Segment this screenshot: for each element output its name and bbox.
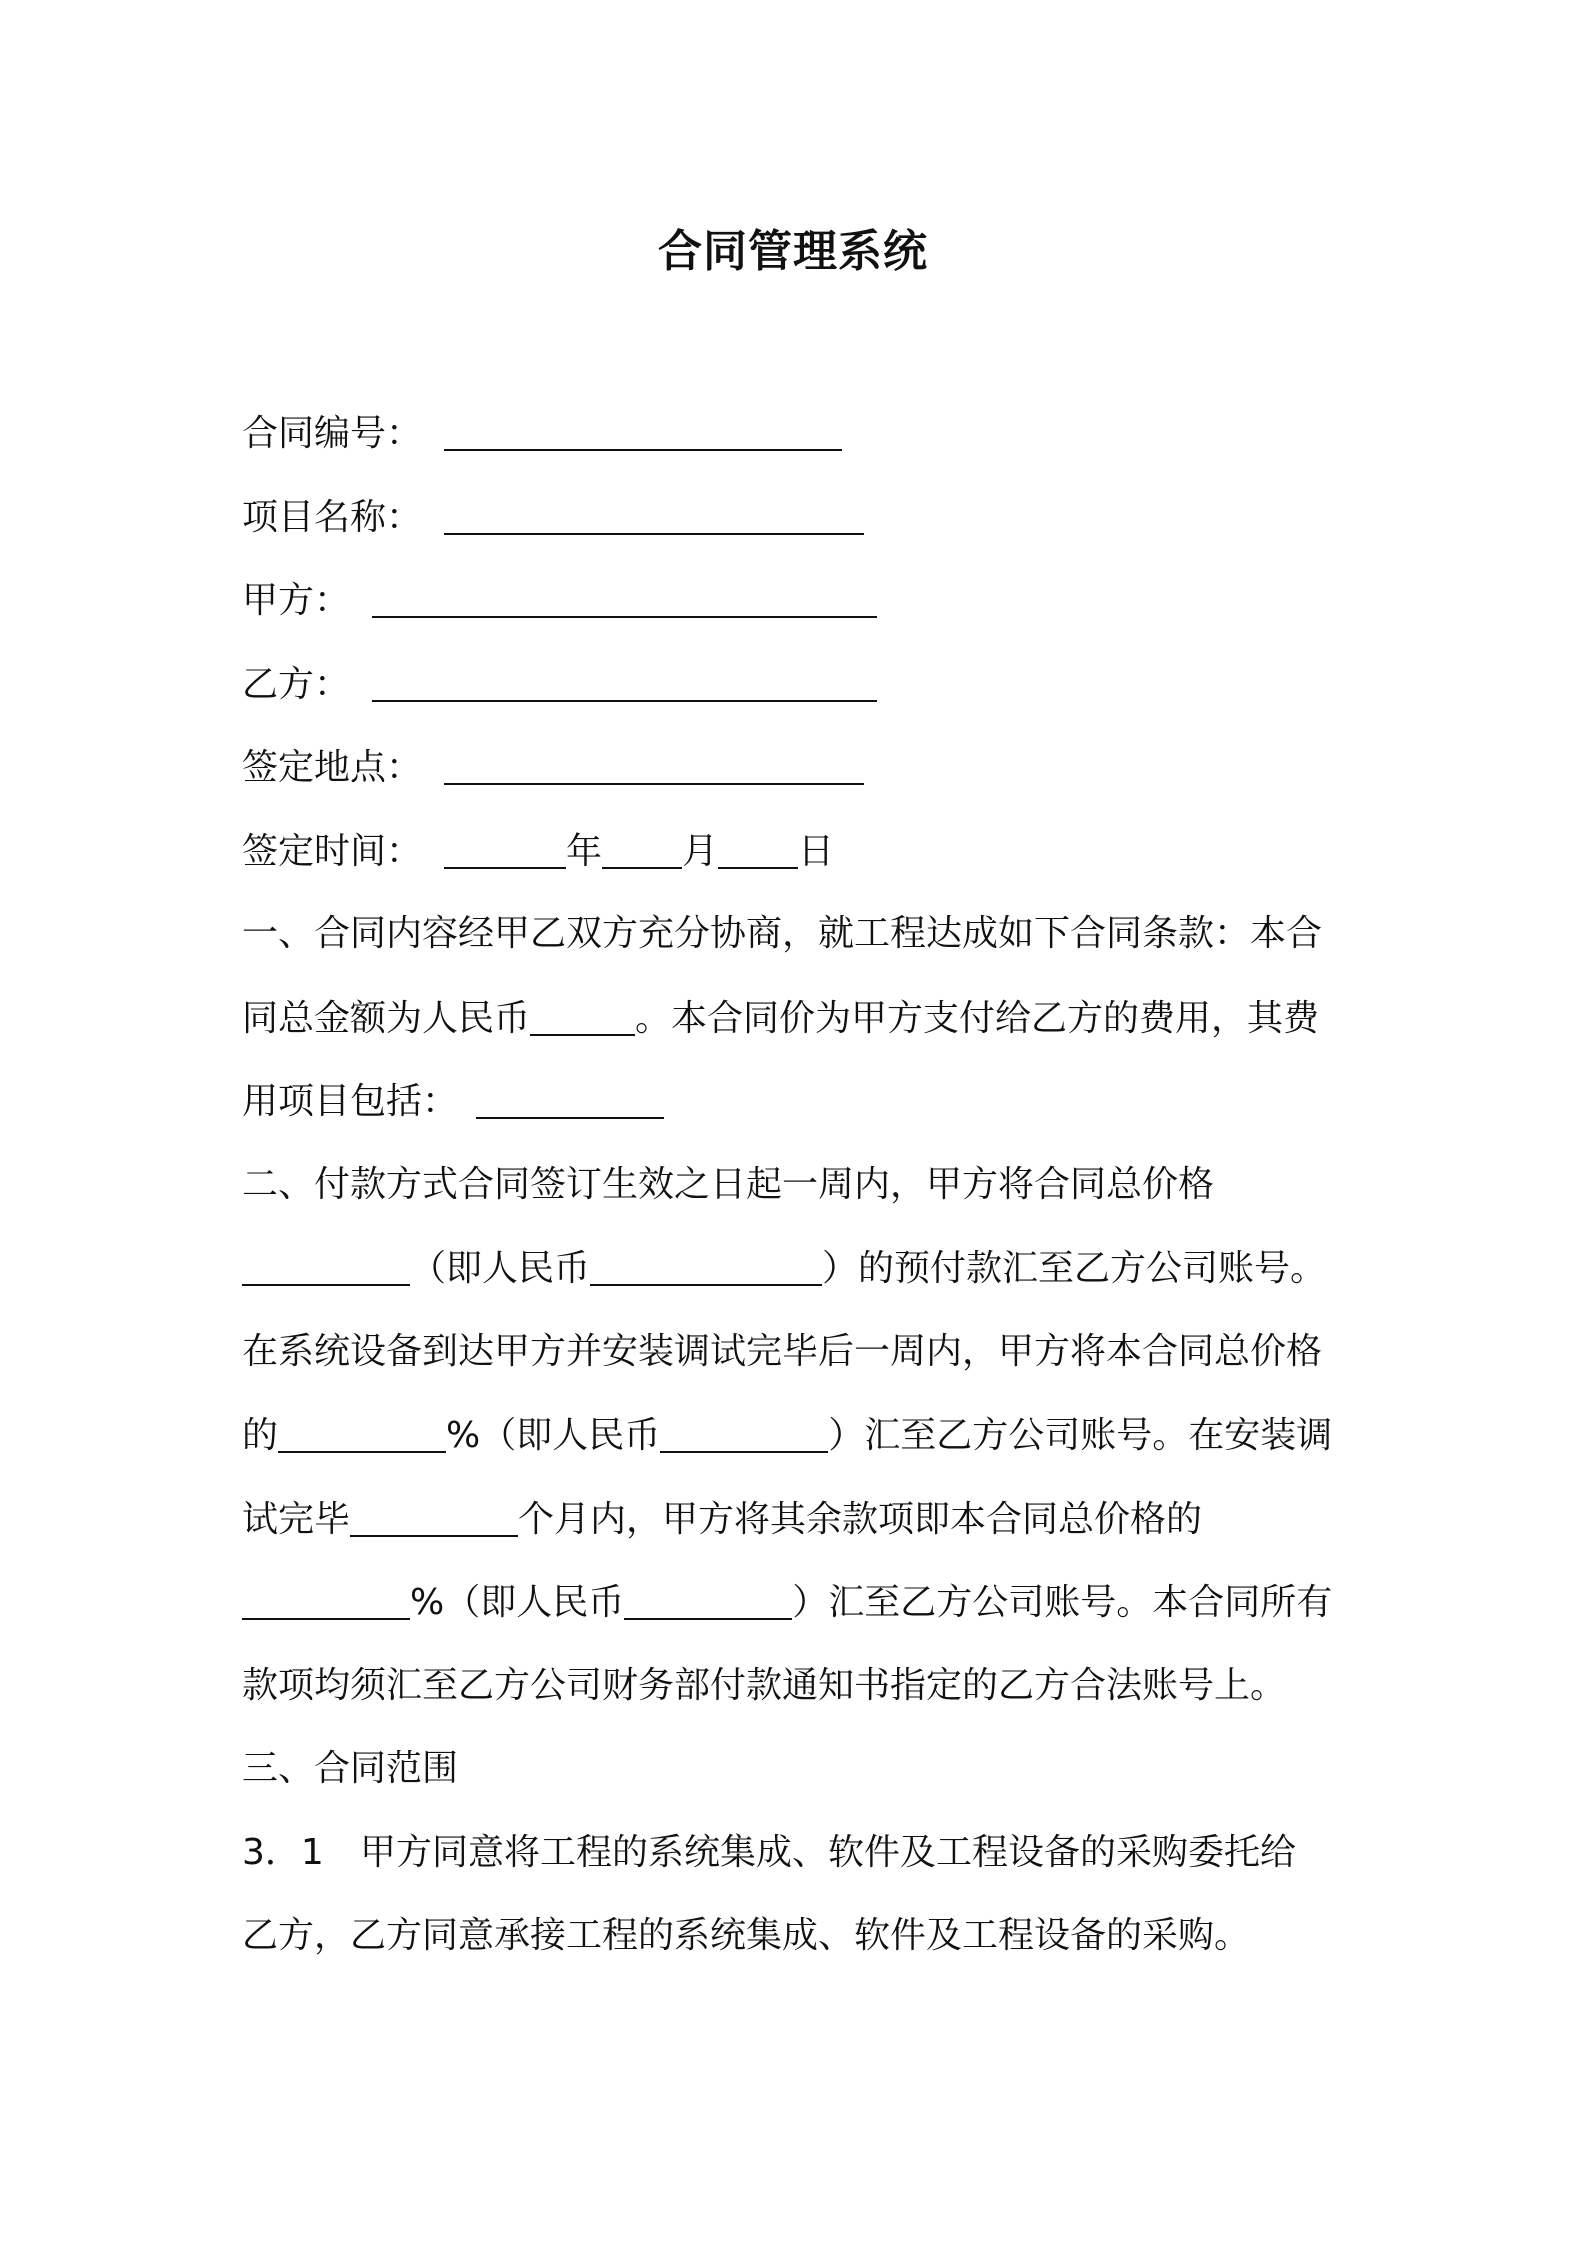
sign-place-row (242, 739, 1362, 823)
party-a-label: 甲方： (242, 580, 351, 621)
clause2-line1 (242, 1157, 1362, 1241)
install-rmb-blank (660, 1407, 828, 1453)
party-a-row (242, 572, 1362, 656)
clause3-item-line2 (242, 1908, 1362, 1992)
months-blank (350, 1491, 518, 1537)
balance-percent-blank (242, 1574, 410, 1620)
sign-time-label: 签定时间： (242, 830, 423, 872)
clause2-line1-text: 二、付款方式合同签订生效之日起一周内，甲方将合同总价格 (242, 1163, 1215, 1205)
clause2-line5-a: 试完毕 (242, 1498, 351, 1540)
install-percent-blank (278, 1407, 446, 1453)
clause2-line4 (242, 1407, 1362, 1491)
clause2-line3-text: 在系统设备到达甲方并安装调试完毕后一周内，甲方将本合同总价格 (242, 1330, 1323, 1372)
project-name-label: 项目名称： (242, 496, 423, 538)
year-blank (444, 823, 566, 869)
clause2-line2-a: （即人民币 (410, 1248, 591, 1289)
clause3-item-line1 (242, 1825, 1362, 1909)
clause2-line5-b: 个月内，甲方将其余款项即本合同总价格的 (518, 1498, 1203, 1540)
document-body (242, 405, 1362, 1992)
clause3-heading-row (242, 1741, 1362, 1825)
month-label: 月 (682, 830, 719, 872)
clause1-line3-text: 用项目包括： (242, 1081, 459, 1122)
clause3-item-line2-text: 乙方，乙方同意承接工程的系统集成、软件及工程设备的采购。 (242, 1915, 1251, 1956)
clause2-line2-b: ）的预付款汇至乙方公司账号。 (822, 1248, 1327, 1289)
total-amount-blank (530, 990, 635, 1036)
clause2-line3 (242, 1324, 1362, 1408)
clause2-line6-a: %（即人民币 (410, 1582, 625, 1623)
clause2-line2 (242, 1240, 1362, 1324)
party-b-label: 乙方： (242, 663, 351, 705)
clause1-line3 (242, 1073, 1362, 1157)
clause2-line7-text: 款项均须汇至乙方公司财务部付款通知书指定的乙方合法账号上。 (242, 1664, 1287, 1706)
contract-no-row (242, 405, 1362, 489)
year-label: 年 (566, 830, 603, 872)
sign-time-row (242, 823, 1362, 907)
clause2-line4-a: 的 (242, 1415, 279, 1456)
clause3-item-line1-text: 甲方同意将工程的系统集成、软件及工程设备的采购委托给 (360, 1831, 1297, 1873)
project-name-blank (444, 489, 864, 535)
prepay-price-blank (242, 1240, 410, 1286)
clause2-line7 (242, 1658, 1362, 1742)
clause1-line1 (242, 906, 1362, 990)
clause1-line1-text: 一、合同内容经甲乙双方充分协商，就工程达成如下合同条款：本合 (242, 913, 1323, 954)
contract-no-blank (444, 405, 842, 451)
day-label: 日 (798, 830, 835, 872)
clause2-line4-b: %（即人民币 (446, 1415, 661, 1456)
sign-place-blank (444, 739, 864, 785)
clause1-line2 (242, 990, 1362, 1074)
clause3-item-no: 3．1 (242, 1831, 324, 1873)
month-blank (602, 823, 682, 869)
clause2-line4-c: ）汇至乙方公司账号。在安装调 (828, 1415, 1333, 1456)
clause1-line2-a: 同总金额为人民币 (242, 997, 531, 1039)
fee-items-blank (476, 1073, 664, 1119)
party-b-row (242, 656, 1362, 740)
clause2-line6 (242, 1574, 1362, 1658)
balance-rmb-blank (624, 1574, 792, 1620)
party-b-blank (372, 656, 877, 702)
sign-place-label: 签定地点： (242, 747, 423, 788)
clause1-line2-b: 。本合同价为甲方支付给乙方的费用，其费 (635, 997, 1320, 1039)
clause3-heading: 三、合同范围 (242, 1748, 459, 1789)
clause2-line6-b: ）汇至乙方公司账号。本合同所有 (792, 1582, 1333, 1623)
contract-no-label: 合同编号： (242, 413, 423, 454)
day-blank (718, 823, 798, 869)
party-a-blank (372, 572, 877, 618)
project-name-row (242, 489, 1362, 573)
clause2-line5 (242, 1491, 1362, 1575)
prepay-rmb-blank (590, 1240, 822, 1286)
document-title: 合同管理系统 (658, 226, 928, 277)
